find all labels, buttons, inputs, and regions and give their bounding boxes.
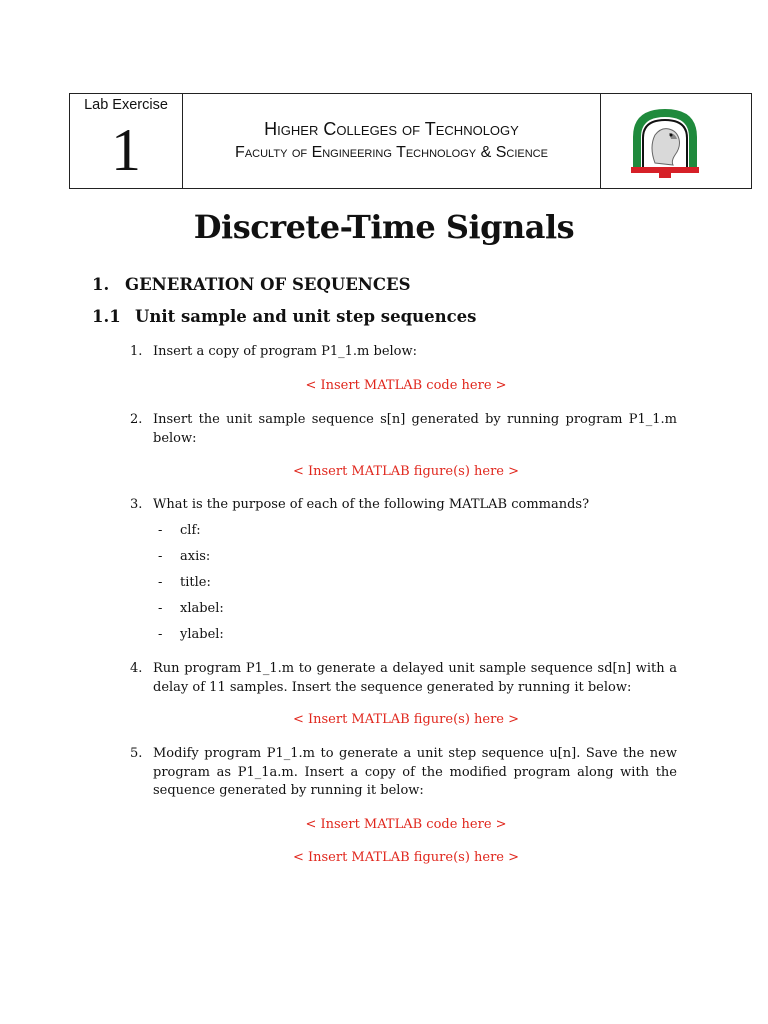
logo-cell [601, 94, 751, 188]
figure-placeholder: < Insert MATLAB figure(s) here > [292, 712, 520, 727]
subsection-number: 1.1 [92, 307, 121, 326]
bullet-dash: - [158, 523, 163, 538]
list-item [130, 745, 677, 801]
bullet-item [158, 626, 224, 644]
lab-exercise-number: 1 [111, 117, 141, 183]
item-number: 3. [130, 497, 143, 512]
bullet-item [158, 600, 224, 618]
bullet-text: ylabel: [180, 627, 224, 642]
item-number: 1. [130, 344, 143, 359]
bullet-text: title: [180, 575, 211, 590]
section-number: 1. [92, 275, 110, 294]
item-text: What is the purpose of each of the following MATLAB commands? [153, 497, 590, 512]
item-number: 2. [130, 412, 143, 427]
bullet-dash: - [158, 601, 163, 616]
bullet-item [158, 574, 211, 592]
bullet-text: xlabel: [180, 601, 224, 616]
subsection-title: Unit sample and unit step sequences [135, 307, 477, 326]
item-text: Modify program P1_1.m to generate a unit step sequence u[n]. Save the new program as P1_1a.m. Insert a copy of the modified program along with the sequence generated by running it below: [153, 746, 677, 798]
college-crest-icon [625, 103, 705, 183]
list-item [130, 411, 677, 448]
header-box [69, 93, 752, 189]
faculty-name: Faculty of Engineering Technology & Science [235, 144, 548, 161]
item-text: Insert the unit sample sequence s[n] generated by running program P1_1.m below: [153, 412, 677, 446]
bullet-text: clf: [180, 523, 201, 538]
section-title: GENERATION OF SEQUENCES [125, 275, 411, 294]
subsection-heading [92, 307, 476, 326]
item-text: Run program P1_1.m to generate a delayed unit sample sequence sd[n] with a delay of 11 samples. Insert the sequence generated by running it below: [153, 661, 677, 695]
page-title: Discrete-Time Signals [193, 208, 575, 246]
list-item [130, 660, 677, 697]
lab-exercise-cell [70, 94, 183, 188]
list-item [130, 496, 677, 515]
item-text: Insert a copy of program P1_1.m below: [153, 344, 417, 359]
bullet-text: axis: [180, 549, 211, 564]
bullet-item [158, 522, 201, 540]
item-number: 5. [130, 746, 143, 761]
bullet-dash: - [158, 575, 163, 590]
lab-exercise-label: Lab Exercise [84, 97, 168, 113]
institution-cell [183, 94, 601, 188]
figure-placeholder: < Insert MATLAB figure(s) here > [292, 464, 520, 479]
bullet-dash: - [158, 549, 163, 564]
code-placeholder: < Insert MATLAB code here > [305, 817, 507, 832]
figure-placeholder: < Insert MATLAB figure(s) here > [292, 850, 520, 865]
college-name: Higher Colleges of Technology [264, 119, 519, 139]
bullet-dash: - [158, 627, 163, 642]
list-item [130, 343, 677, 362]
item-number: 4. [130, 661, 143, 676]
section-heading [92, 275, 411, 294]
code-placeholder: < Insert MATLAB code here > [305, 378, 507, 393]
bullet-item [158, 548, 210, 566]
